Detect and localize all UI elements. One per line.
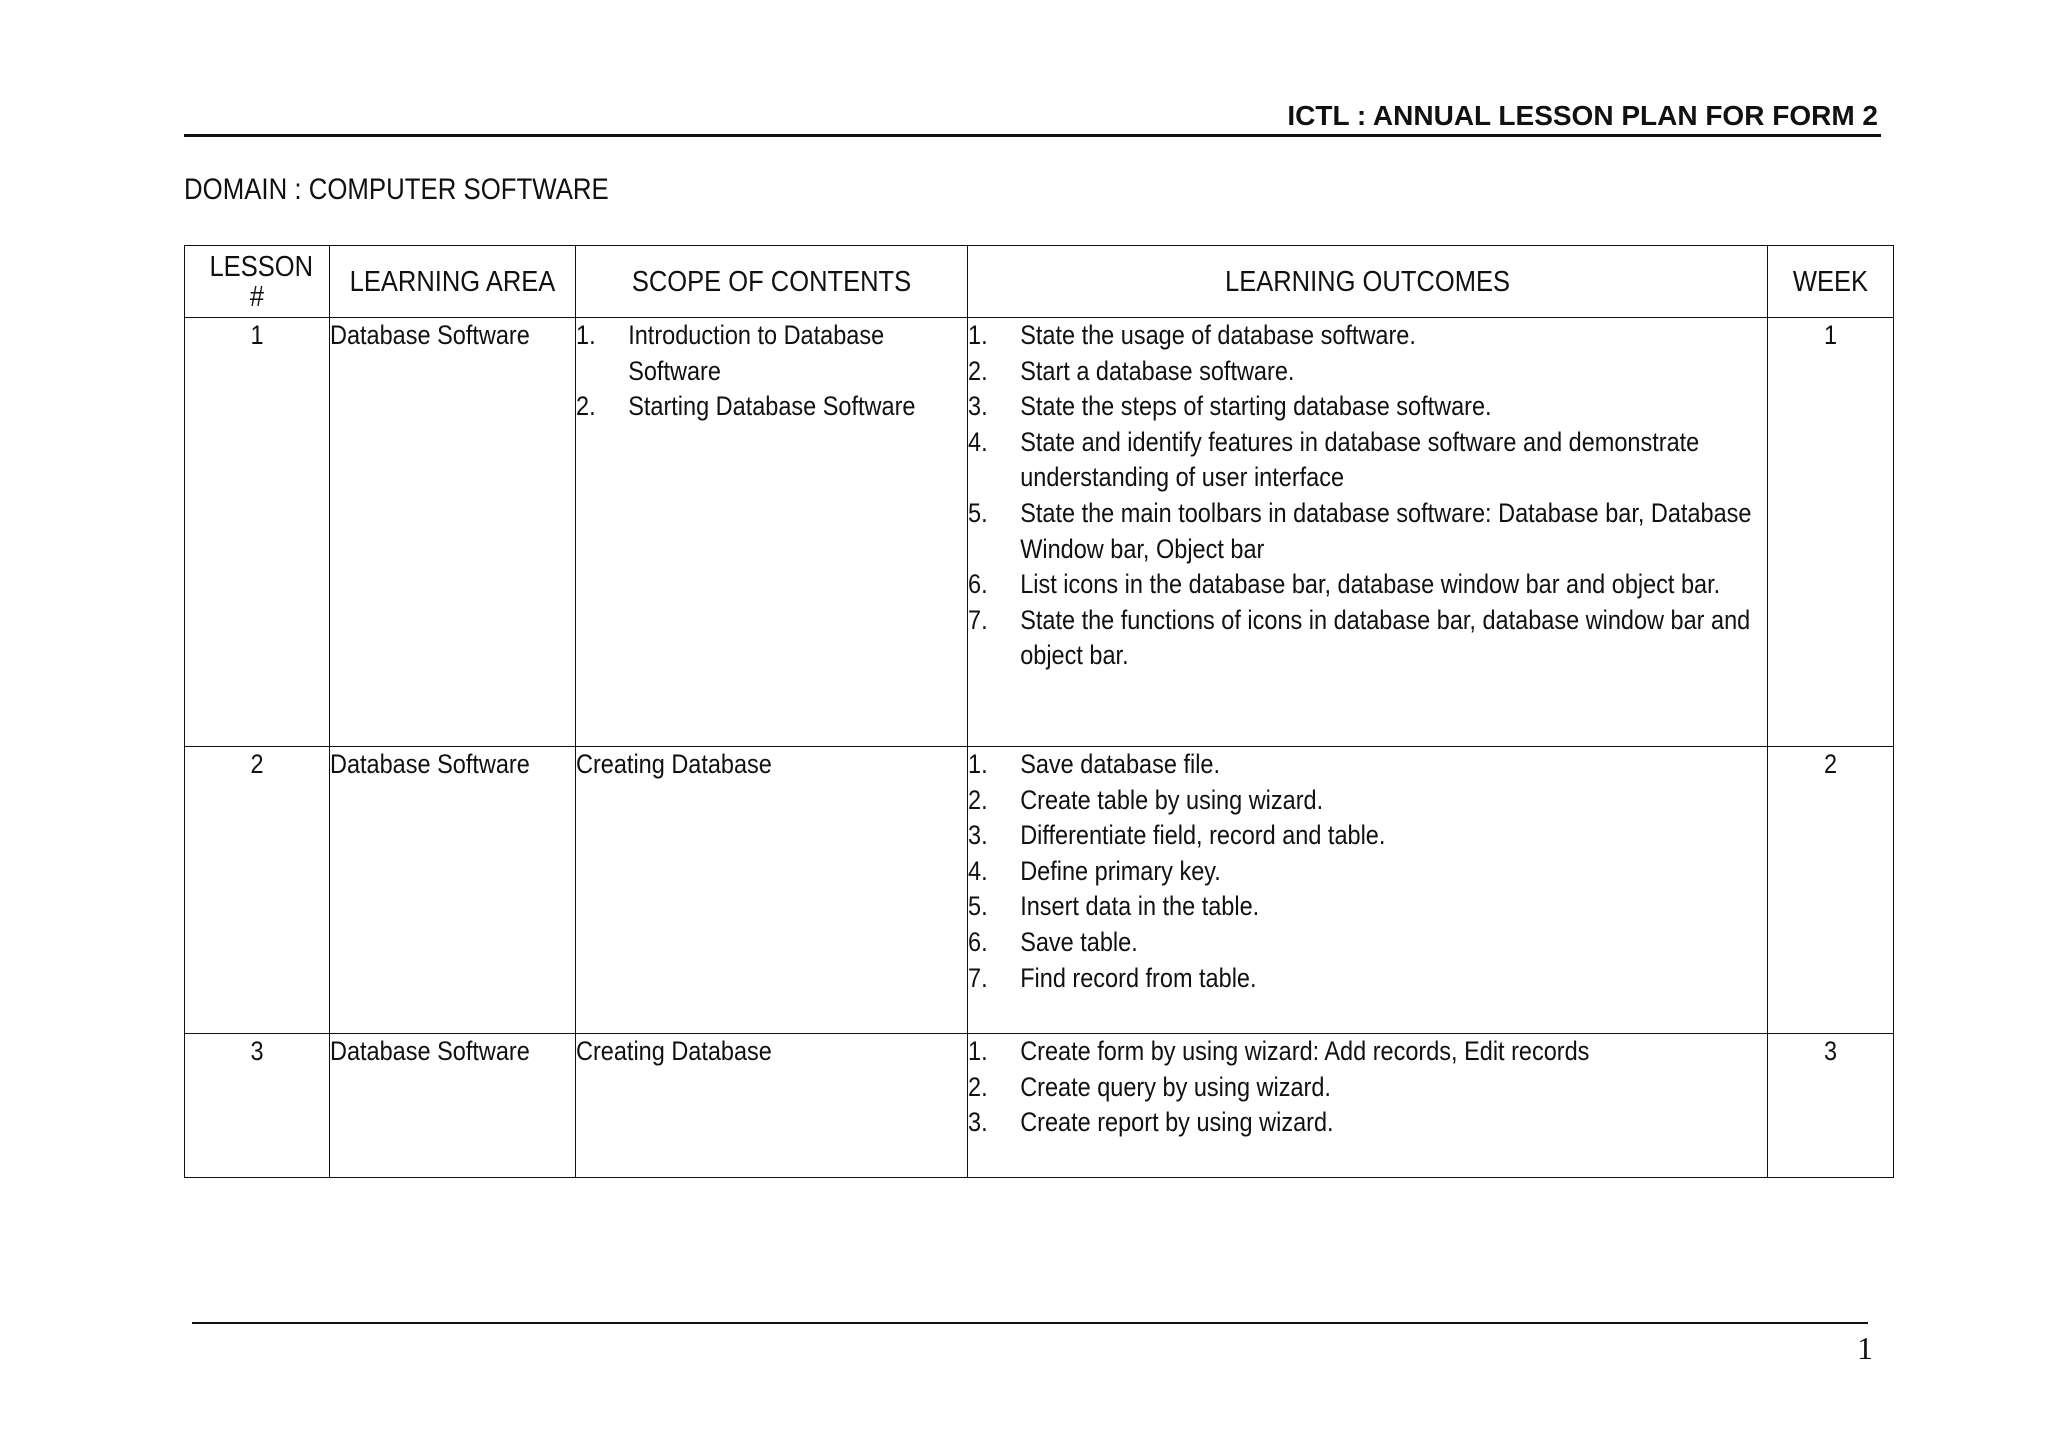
learning-outcomes-cell [968, 1034, 1768, 1178]
list-item: 2. Starting Database Software [576, 391, 916, 422]
column-header-outcomes: LEARNING OUTCOMES [968, 246, 1768, 318]
lesson-plan-table [184, 245, 1894, 1178]
learning-area-cell: Database Software [330, 747, 576, 1034]
list-item: 3. State the steps of starting database software. [968, 391, 1492, 422]
column-header-week: WEEK [1768, 246, 1894, 318]
list-item: 4. Define primary key. [968, 855, 1221, 886]
scope-cell [576, 318, 968, 747]
learning-area-cell: Database Software [330, 318, 576, 747]
list-item: 2. Create table by using wizard. [968, 784, 1324, 815]
page-number: 1 [1857, 1330, 1873, 1366]
list-item: 6. Save table. [968, 926, 1138, 957]
table-row [185, 747, 1894, 1034]
table-header-row [185, 246, 1894, 318]
scope-cell: Creating Database [576, 747, 968, 1034]
list-item: 2. Start a database software. [968, 355, 1295, 386]
list-item: 3. Create report by using wizard. [968, 1107, 1334, 1138]
column-header-scope: SCOPE OF CONTENTS [576, 246, 968, 318]
column-header-area: LEARNING AREA [330, 246, 576, 318]
list-item: 5. State the main toolbars in database software: Database bar, Database Window bar, Object bar [968, 497, 1752, 564]
list-item: 5. Insert data in the table. [968, 891, 1260, 922]
list-item: 1. Create form by using wizard: Add records, Edit records [968, 1036, 1590, 1066]
list-item: 2. Create query by using wizard. [968, 1071, 1331, 1102]
column-header-lesson: LESSON # [185, 246, 330, 318]
list-item: 1. Save database file. [968, 749, 1221, 779]
scope-cell: Creating Database [576, 1034, 968, 1178]
week-cell: 1 [1768, 318, 1894, 747]
learning-outcomes-cell [968, 747, 1768, 1034]
learning-outcomes-cell [968, 318, 1768, 747]
list-item: 6. List icons in the database bar, database window bar and object bar. [968, 569, 1721, 600]
list-item: 4. State and identify features in database software and demonstrate understanding of user interface [968, 426, 1700, 493]
domain-label: DOMAIN : COMPUTER SOFTWARE [184, 173, 609, 206]
list-item: 7. Find record from table. [968, 962, 1257, 993]
week-cell: 2 [1768, 747, 1894, 1034]
table-row [185, 318, 1894, 747]
header-rule [184, 134, 1881, 137]
week-cell: 3 [1768, 1034, 1894, 1178]
list-item: 3. Differentiate field, record and table. [968, 820, 1386, 851]
footer-rule [192, 1322, 1868, 1324]
learning-area-cell: Database Software [330, 1034, 576, 1178]
list-item: 1. State the usage of database software. [968, 320, 1416, 350]
table-row [185, 1034, 1894, 1178]
lesson-number-cell: 3 [185, 1034, 330, 1178]
lesson-number-cell: 2 [185, 747, 330, 1034]
list-item: 7. State the functions of icons in database bar, database window bar and object bar. [968, 604, 1751, 671]
header-title: ICTL : ANNUAL LESSON PLAN FOR FORM 2 [1287, 100, 1878, 131]
lesson-number-cell: 1 [185, 318, 330, 747]
list-item: 1. Introduction to Database Software [576, 320, 885, 386]
